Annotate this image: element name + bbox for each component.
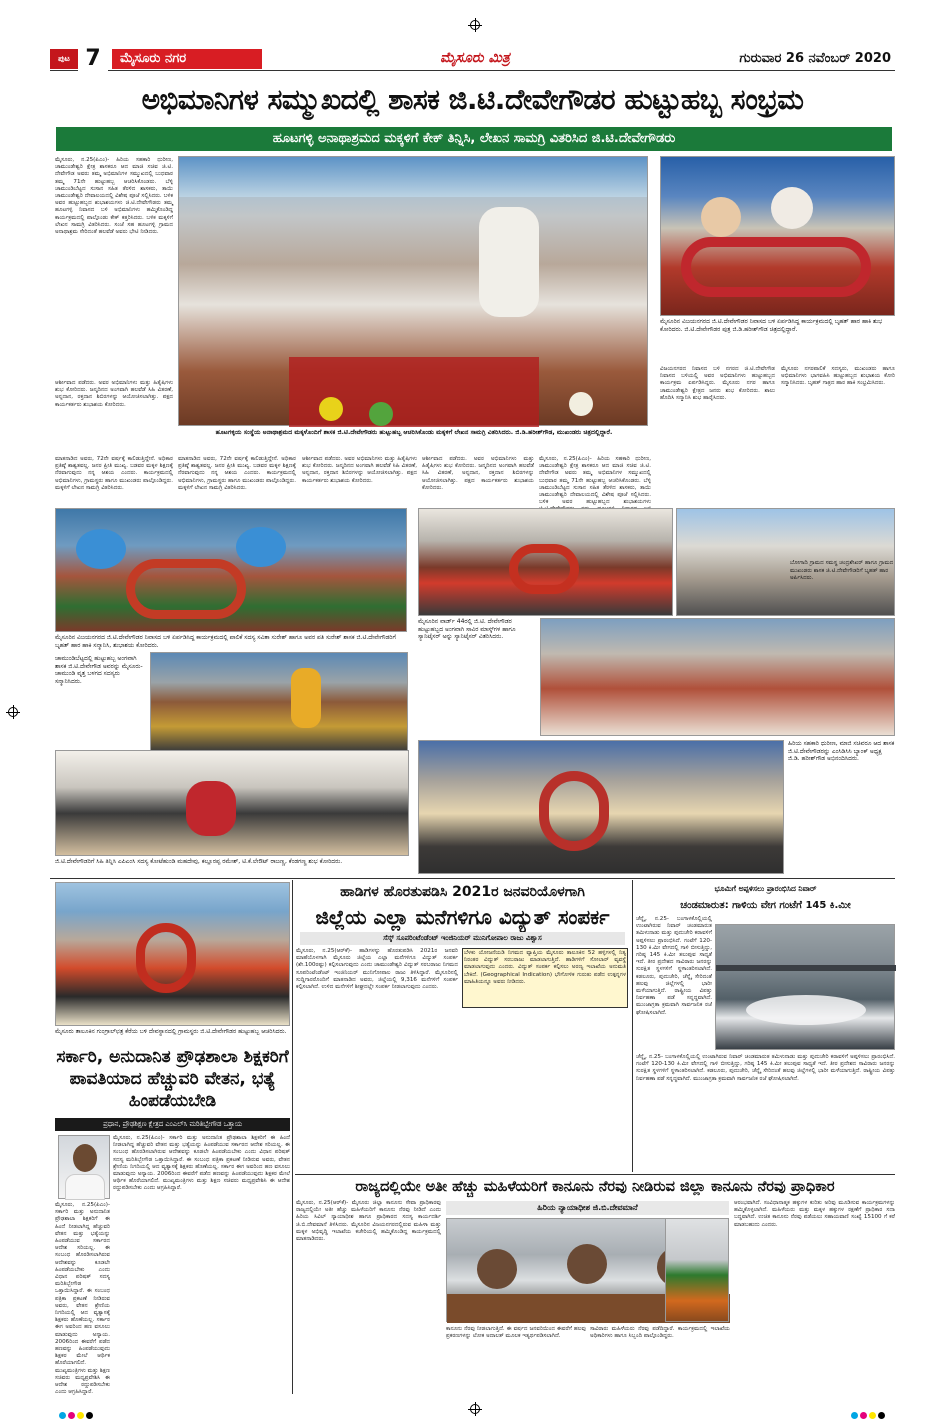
cyclone-body-left: ಚೆನ್ನೈ, ನ.25- ಬಂಗಾಳಕೊಲ್ಲಿಯಲ್ಲಿ ಉಂಟಾಗಿರುವ ನಿವಾರ್ ಚಂಡಮಾರುತ ತಮಿಳುನಾಡು ಮತ್ತು ಪುದುಚೇರಿ ಕರಾವಳಿಗೆ ಅಪ್ಪಳಿಸಲು ಪ್ರಾರಂಭಿಸಿದೆ. ಗಂಟೆಗೆ 120-130 ಕಿ.ಮೀ ವೇಗದಲ್ಲಿ ಗಾಳಿ ಬೀಸುತ್ತಿದ್ದು, ಗರಿಷ್ಠ 145 ಕಿ.ಮೀ ತಲುಪುವ ಸಾಧ್ಯತೆ ಇದೆ. ತೀರ ಪ್ರದೇಶದ ಸಾವಿರಾರು ಜನರನ್ನು ಸುರಕ್ಷಿತ ಸ್ಥಳಗಳಿಗೆ ಸ್ಥಳಾಂತರಿಸಲಾಗಿದೆ. ಕಡಲೂರು, ಪುದುಚೇರಿ, ಚೆನ್ನೈ ಸೇರಿದಂತೆ ಹಲವು ಜಿಲ್ಲೆಗಳಲ್ಲಿ ಭಾರೀ ಮಳೆಯಾಗುತ್ತಿದೆ. ರಾಷ್ಟ್ರೀಯ ವಿಪತ್ತು ನಿರ್ವಹಣಾ ಪಡೆ ಸನ್ನದ್ಧವಾಗಿದೆ. ಮುಂಜಾಗ್ರತಾ ಕ್ರಮವಾಗಿ ಸಾರ್ವಜನಿಕ ರಜೆ ಘೋಷಿಸಲಾಗಿದೆ. — [636, 916, 712, 1016]
power-body-col2: ಬೆಳಕು ಯೋಜನೆಯಡಿ ನಿಗಮದ ವ್ಯಾಪ್ತಿಯ ಮೈಸೂರು ತಾಲೂಕಿನ 52 ಹಳ್ಳಿಗಳಲ್ಲಿ ನಿತ್ಯ ನಿರಂತರ ವಿದ್ಯುತ್ ಸರಬರಾಜು ಮಾಡಲಾಗುತ್ತಿದೆ. ಹಾಡಿಗಳಿಗೆ ಸೋಲಾರ್ ವ್ಯವಸ್ಥೆ ಮಾಡಲಾಗುವುದು ಎಂದರು. ವಿದ್ಯುತ್ ಸಂಪರ್ಕ ಕಲ್ಪಿಸಲು ಅರಣ್ಯ ಇಲಾಖೆಯ ಅನುಮತಿ ಬೇಕಿದೆ. (Geographical Indication) ಭೌಗೋಳಿಕ ಗುರುತು ಪಡೆದ ಉತ್ಪನ್ನಗಳ ಮಾಹಿತಿಯನ್ನೂ ಅವರು ನೀಡಿದರು. — [464, 950, 626, 985]
cyclone-kicker: ಭೂಮಿಗೆ ಅಪ್ಪಳಿಸಲು ಪ್ರಾರಂಭಿಸಿದ ನಿವಾರ್ — [714, 884, 817, 893]
photo-hareesh-gowda — [418, 740, 784, 874]
lead-body-col4: ಆರ್ಶೀವಾದ ಪಡೆದರು. ಅವರ ಅಭಿಮಾನಿಗಳು ಮತ್ತು ಹಿತೈಷಿಗಳು ಶುಭ ಕೋರಿದರು. ಜನ್ಮದಿನದ ಅಂಗವಾಗಿ ಹಲವೆಡೆ ಸಿಹಿ ವಿತರಣೆ, ಅನ್ನದಾನ, ರಕ್ತದಾನ ಶಿಬಿರಗಳನ್ನು ಆಯೋಜಿಸಲಾಗಿತ್ತು. ಪಕ್ಷದ ಕಾರ್ಯಕರ್ತರು ಶುಭಾಶಯ ಕೋರಿದರು. — [302, 456, 417, 484]
registration-mark — [470, 1404, 480, 1414]
section-name: ಮೈಸೂರು ನಗರ — [112, 49, 262, 69]
gallery-caption-chamundi: ಚಾಮುಂಡಿಬೆಟ್ಟದಲ್ಲಿ ಹುಟ್ಟುಹಬ್ಬ ಅಂಗವಾಗಿ ಶಾಸಕ ಜಿ.ಟಿ.ದೇವೇಗೌಡ ಅವರನ್ನು ಮೈಸೂರು-ಚಾಮುಂಡಿ ವೃತ್ತ ಬಳಗದ ಸದಸ್ಯರು ಸನ್ಮಾನಿಸಿದರು. — [55, 655, 147, 747]
gallery-caption-ward44: ಮೈಸೂರಿನ ವಾರ್ಡ್ 44ರಲ್ಲಿ ಜಿ.ಟಿ. ದೇವೇಗೌಡರ ಹುಟ್ಟುಹಬ್ಬದ ಅಂಗವಾಗಿ ಸಾವಿರ ಮಾಸ್ಕ್‌ಗಳ ಹಾಗೂ ಸ್ಯಾನಿಟೈಸರ್ ಅನ್ನು ಸ್ಯಾನಿಟೈಸರ್ ವಿತರಿಸಿದರು. — [418, 618, 536, 736]
photo-ward44 — [418, 508, 673, 616]
photo-mask-distribution — [540, 618, 895, 736]
gungral-caption: ಮೈಸೂರು ತಾಲೂಕಿನ ಗುಂಗ್ರಾಲ್‌ಛತ್ರ ಕೆರೆಯ ಬಳಿ ದೇವಸ್ಥಾನದಲ್ಲಿ ಗ್ರಾಮಸ್ಥರು ಜಿ.ಟಿ.ದೇವೇಗೌಡರ ಹುಟ್ಟುಹಬ್ಬ ಆಚರಿಸಿದರು. — [55, 1028, 290, 1044]
power-headline-2: ಜಿಲ್ಲೆಯ ಎಲ್ಲಾ ಮನೆಗಳಿಗೂ ವಿದ್ಯುತ್ ಸಂಪರ್ಕ — [315, 905, 610, 929]
power-body-col1: ಮೈಸೂರು, ನ.25(ಆರ್‌ಕೆ)- ಹಾಡಿಗಳನ್ನು ಹೊರತುಪಡಿಸಿ 2021ರ ಜನವರಿ ಮಾಹೆಯೊಳಗಾಗಿ ಮೈಸೂರು ಜಿಲ್ಲೆಯ ಎಲ್ಲಾ ಮನೆಗಳಿಗೂ ವಿದ್ಯುತ್ ಸಂಪರ್ಕ (ಶೇ.100ರಷ್ಟು) ಕಲ್ಪಿಸಲಾಗುವುದು ಎಂದು ಚಾಮುಂಡೇಶ್ವರಿ ವಿದ್ಯುತ್ ಸರಬರಾಜು ನಿಗಮದ ಸೂಪರಿಂಟೆಂಡೆಂಟ್ ಇಂಜಿನಿಯರ್ ಮುನಿಗೋಪಾಲ ರಾಜು ತಿಳಿಸಿದ್ದಾರೆ. ಮೈಸೂರಿನಲ್ಲಿ ಸುದ್ದಿಗಾರರೊಂದಿಗೆ ಮಾತನಾಡಿದ ಅವರು, ಜಿಲ್ಲೆಯಲ್ಲಿ 9,316 ಮನೆಗಳಿಗೆ ಸಂಪರ್ಕ ಕಲ್ಪಿಸಲಾಗಿದೆ. ಉಳಿದ ಮನೆಗಳಿಗೆ ಶೀಘ್ರದಲ್ಲೇ ಸಂಪರ್ಕ ನೀಡಲಾಗುವುದು ಎಂದರು. — [296, 948, 458, 991]
cyclone-body: ಚೆನ್ನೈ, ನ.25- ಬಂಗಾಳಕೊಲ್ಲಿಯಲ್ಲಿ ಉಂಟಾಗಿರುವ ನಿವಾರ್ ಚಂಡಮಾರುತ ತಮಿಳುನಾಡು ಮತ್ತು ಪುದುಚೇರಿ ಕರಾವಳಿಗೆ ಅಪ್ಪಳಿಸಲು ಪ್ರಾರಂಭಿಸಿದೆ. ಗಂಟೆಗೆ 120-130 ಕಿ.ಮೀ ವೇಗದಲ್ಲಿ ಗಾಳಿ ಬೀಸುತ್ತಿದ್ದು, ಗರಿಷ್ಠ 145 ಕಿ.ಮೀ ತಲುಪುವ ಸಾಧ್ಯತೆ ಇದೆ. ತೀರ ಪ್ರದೇಶದ ಸಾವಿರಾರು ಜನರನ್ನು ಸುರಕ್ಷಿತ ಸ್ಥಳಗಳಿಗೆ ಸ್ಥಳಾಂತರಿಸಲಾಗಿದೆ. ಕಡಲೂರು, ಪುದುಚೇರಿ, ಚೆನ್ನೈ ಸೇರಿದಂತೆ ಹಲವು ಜಿಲ್ಲೆಗಳಲ್ಲಿ ಭಾರೀ ಮಳೆಯಾಗುತ್ತಿದೆ. ರಾಷ್ಟ್ರೀಯ ವಿಪತ್ತು ನಿರ್ವಹಣಾ ಪಡೆ ಸನ್ನದ್ಧವಾಗಿದೆ. ಮುಂಜಾಗ್ರತಾ ಕ್ರಮವಾಗಿ ಸಾರ್ವಜನಿಕ ರಜೆ ಘೋಷಿಸಲಾಗಿದೆ. — [636, 1054, 895, 1082]
lead-body-col6: ಮೈಸೂರು, ನ.25(ಪಿಎಂ)- ಹಿರಿಯ ಸಹಕಾರಿ ಧುರೀಣ, ಚಾಮುಂಡೇಶ್ವರಿ ಕ್ಷೇತ್ರ ಶಾಸಕರೂ ಆದ ಮಾಜಿ ಸಚಿವ ಜಿ.ಟಿ. ದೇವೇಗೌಡ ಅವರು ತಮ್ಮ ಅಭಿಮಾನಿಗಳ ಸಮ್ಮುಖದಲ್ಲಿ ಬುಧವಾರ ತಮ್ಮ 71ನೇ ಹುಟ್ಟುಹಬ್ಬ ಆಚರಿಸಿಕೊಂಡರು. ಬೆಳ್ಳಿ ಚಾಮುಂಡಿಬೆಟ್ಟದ ಸುಸಾನ ಸಹಿತ ತೆರಳಿದ ಶಾಸಕರು, ತಾಯಿ ಚಾಮುಂಡೇಶ್ವರಿ ದೇವಾಲಯದಲ್ಲಿ ವಿಶೇಷ ಪೂಜೆ ಸಲ್ಲಿಸಿದರು. ಬಳಿಕ ಅವರ ಹುಟ್ಟುಹಬ್ಬದ ಶುಭಾಶಯಗಳು — [539, 456, 651, 506]
masthead-logo: ಮೈಸೂರು ಮಿತ್ರ — [440, 50, 510, 66]
lead-subhead: ಹೂಟಗಳ್ಳಿ ಅನಾಥಾಶ್ರಮದ ಮಕ್ಕಳಿಗೆ ಕೇಕ್ ತಿನ್ನಿಸಿ, ಲೇಖನ ಸಾಮಗ್ರಿ ವಿತರಿಸಿದ ಜಿ.ಟಿ.ದೇವೇಗೌಡರು — [56, 127, 892, 151]
legal-body-right: ಆರಂಭವಾಗಿದೆ. ಸಂವಿಧಾನಾತ್ಮಕ ಹಕ್ಕುಗಳ ಕುರಿತು ಅರಿವು ಮೂಡಿಸುವ ಕಾರ್ಯಕ್ರಮಗಳನ್ನು ಹಮ್ಮಿಕೊಳ್ಳಲಾಗಿದೆ. ಮಹಿಳೆಯರು ಮತ್ತು ಮಕ್ಕಳ ಹಕ್ಕುಗಳ ರಕ್ಷಣೆಗೆ ಪ್ರಾಧಿಕಾರ ಸದಾ ಬದ್ಧವಾಗಿದೆ. ಉಚಿತ ಕಾನೂನು ನೆರವು ಪಡೆಯಲು ಸಹಾಯವಾಣಿ ಸಂಖ್ಯೆ 15100 ಗೆ ಕರೆ ಮಾಡಬಹುದು ಎಂದರು. — [734, 1200, 895, 1228]
page-date: ಗುರುವಾರ 26 ನವೆಂಬರ್ 2020 — [739, 51, 891, 66]
power-headline-1: ಹಾಡಿಗಳ ಹೊರತುಪಡಿಸಿ 2021ರ ಜನವರಿಯೊಳಗಾಗಿ — [340, 884, 585, 900]
legal-body-left: ಮೈಸೂರು, ನ.25(ಆರ್‌ಕೆ)- ಮೈಸೂರು ಜಿಲ್ಲಾ ಕಾನೂನು ಸೇವಾ ಪ್ರಾಧಿಕಾರವು ರಾಜ್ಯದಲ್ಲಿಯೇ ಅತೀ ಹೆಚ್ಚು ಮಹಿಳೆಯರಿಗೆ ಕಾನೂನು ನೆರವು ನೀಡಿದೆ ಎಂದು ಹಿರಿಯ ಸಿವಿಲ್ ನ್ಯಾಯಾಧೀಶ ಹಾಗೂ ಪ್ರಾಧಿಕಾರದ ಸದಸ್ಯ ಕಾರ್ಯದರ್ಶಿ ಜಿ.ಬಿ.ದೇವಮಾನೆ ತಿಳಿಸಿದರು. ಮೈಸೂರಿನ ವಿಜಯನಗರದಲ್ಲಿರುವ ಮಹಿಳಾ ಮತ್ತು ಮಕ್ಕಳ ಅಭಿವೃದ್ಧಿ ಇಲಾಖೆಯ ಕಚೇರಿಯಲ್ಲಿ ಹಮ್ಮಿಕೊಂಡಿದ್ದ ಕಾರ್ಯಕ್ರಮದಲ್ಲಿ ಮಾತನಾಡಿದರು. — [296, 1200, 441, 1243]
color-bar — [850, 1404, 910, 1414]
photo-orphanage-children — [178, 156, 648, 426]
photo-garland-felicitation — [660, 156, 895, 316]
photo-garland-savitha — [55, 508, 407, 632]
legal-body-mid2: ಸಾವಿರಾರು ಮಹಿಳೆಯರು ನೆರವು ಪಡೆದಿದ್ದಾರೆ. ಕಾರ್ಯಕ್ರಮದಲ್ಲಿ ಇಲಾಖೆಯ ಅಧಿಕಾರಿಗಳು ಹಾಗೂ ಸಿಬ್ಬಂದಿ ಪಾಲ್ಗೊಂಡಿದ್ದರು. — [590, 1326, 730, 1340]
lead-body-col1: ಮೈಸೂರು, ನ.25(ಪಿಎಂ)- ಹಿರಿಯ ಸಹಕಾರಿ ಧುರೀಣ, ಚಾಮುಂಡೇಶ್ವರಿ ಕ್ಷೇತ್ರ ಶಾಸಕರೂ ಆದ ಮಾಜಿ ಸಚಿವ ಜಿ.ಟಿ. ದೇವೇಗೌಡ ಅವರು ತಮ್ಮ ಅಭಿಮಾನಿಗಳ ಸಮ್ಮುಖದಲ್ಲಿ ಬುಧವಾರ ತಮ್ಮ 71ನೇ ಹುಟ್ಟುಹಬ್ಬ ಆಚರಿಸಿಕೊಂಡರು. ಬೆಳ್ಳಿ ಚಾಮುಂಡಿಬೆಟ್ಟದ ಸುಸಾನ ಸಹಿತ ತೆರಳಿದ ಶಾಸಕರು, ತಾಯಿ ಚಾಮುಂಡೇಶ್ವರಿ ದೇವಾಲಯದಲ್ಲಿ ವಿಶೇಷ ಪೂಜೆ ಸಲ್ಲಿಸಿದರು. ಬಳಿಕ ಅವರ ಹುಟ್ಟುಹಬ್ಬದ ಶುಭಾಶಯಗಳು ಜಿ.ಟಿ.ದೇವೇಗೌಡರು ತಮ್ಮ ಹೂಟಗಳ್ಳಿ ನಿವಾಸದ ಬಳಿ ಅಭಿಮಾನಿಗಳು ಹಮ್ಮಿಕೊಂಡಿದ್ದ ಕಾರ್ಯಕ್ರಮದಲ್ಲಿ ಪಾಲ್ಗೊಂಡು ಕೇಕ್ ಕತ್ತರಿಸಿದರು. ಬಳಿಕ ಮಕ್ಕಳಿಗೆ ಲೇಖನ ಸಾಮಗ್ರಿ ವಿತರಿಸಿದರು. ಸಂಜೆ ಸಹ ಹೂಟಗಳ್ಳಿ ಗ್ರಾಮದ ಅನಾಥಾಶ್ರಮ ಸೇರಿದಂತೆ ಹಲವೆಡೆ ಅವರು ಭೇಟಿ ನೀಡಿದರು. — [55, 157, 173, 236]
page-number: 7 — [78, 47, 108, 71]
photo-cyclone-waves — [715, 924, 895, 1050]
section-rule — [50, 878, 895, 879]
lead-right-text: ವಿಜಯನಗರದ ನಿವಾಸದ ಬಳಿ ನಗರದ ಜಿ.ಟಿ.ದೇವೇಗೌಡ ನಿವಾಸದ ಬಳಿಯಲ್ಲಿ ಅವರ ಅಭಿಮಾನಿಗಳು ಹುಟ್ಟುಹಬ್ಬದ ಕಾರ್ಯಕ್ರಮ ಏರ್ಪಡಿಸಿದ್ದರು. ಮೈಸೂರು ನಗರ ಹಾಗೂ ಚಾಮುಂಡೇಶ್ವರಿ ಕ್ಷೇತ್ರದ ಜನರು ಶುಭ ಕೋರಿದರು. ಶಾಲು ಹೊದಿಸಿ ಸನ್ಮಾನಿಸಿ ಶುಭ ಹಾರೈಸಿದರು. — [660, 366, 775, 401]
legal-headline: ರಾಜ್ಯದಲ್ಲಿಯೇ ಅತೀ ಹೆಚ್ಚು ಮಹಿಳೆಯರಿಗೆ ಕಾನೂನು ನೆರವು ನೀಡಿರುವ ಜಿಲ್ಲಾ ಕಾನೂನು ನೆರವು ಪ್ರಾಧಿಕಾರ — [295, 1174, 895, 1198]
lead-headline: ಅಭಿಮಾನಿಗಳ ಸಮ್ಮುಖದಲ್ಲಿ ಶಾಸಕ ಜಿ.ಟಿ.ದೇವೇಗೌಡರ ಹುಟ್ಟುಹಬ್ಬ ಸಂಭ್ರಮ — [141, 83, 804, 116]
photo2-caption: ಮೈಸೂರಿನ ವಿಜಯನಗರದ ಜಿ.ಟಿ.ದೇವೇಗೌಡರ ನಿವಾಸದ ಬಳಿ ಏರ್ಪಡಿಸಿದ್ದ ಕಾರ್ಯಕ್ರಮದಲ್ಲಿ ಬೃಹತ್ ಹಾರ ಹಾಕಿ ಶುಭ ಕೋರಿದರು. ಜಿ.ಟಿ.ದೇವೇಗೌಡರ ಪುತ್ರ ಜಿ.ಡಿ.ಹರೀಶ್‌ಗೌಡ ಚಿತ್ರದಲ್ಲಿದ್ದಾರೆ. — [660, 318, 895, 362]
lead-right-text2: ಮೈಸೂರು ನಗರಪಾಲಿಕೆ ಸದಸ್ಯರು, ಮುಖಂಡರು ಹಾಗೂ ಅಭಿಮಾನಿಗಳು ಭಾಗವಹಿಸಿ ಹುಟ್ಟುಹಬ್ಬದ ಶುಭಾಶಯ ಕೋರಿ ಸನ್ಮಾನಿಸಿದರು. ಬೃಹತ್ ಗಾತ್ರದ ಹಾರ ಹಾಕಿ ಸಂಭ್ರಮಿಸಿದರು. — [781, 366, 895, 387]
photo-chamundi-hill — [150, 652, 408, 752]
column-rule — [632, 880, 633, 1172]
column-rule — [292, 880, 293, 1394]
page-header — [50, 47, 895, 71]
photo-gungral-chatra — [55, 882, 290, 1026]
photo-marithibbegowda — [58, 1135, 110, 1199]
registration-mark — [8, 707, 18, 717]
registration-mark — [470, 20, 480, 30]
lead-body-col2: ಮಾತನಾಡಿದ ಅವರು, 72ನೇ ವರ್ಷಕ್ಕೆ ಕಾಲಿಡುತ್ತಿದ್ದೇನೆ. ಅಧಿಕಾರ ಪ್ರತಿಷ್ಠೆ ಶಾಶ್ವತವಲ್ಲ. ಜನರ ಪ್ರೀತಿ ಮುಖ್ಯ. ಬಡವರ ಮಕ್ಕಳ ಶಿಕ್ಷಣಕ್ಕೆ ನೆರವಾಗುವುದು ನನ್ನ ಆಶಯ ಎಂದರು. ಕಾರ್ಯಕ್ರಮದಲ್ಲಿ ಅಭಿಮಾನಿಗಳು, ಗ್ರಾಮಸ್ಥರು ಹಾಗೂ ಮುಖಂಡರು ಪಾಲ್ಗೊಂಡಿದ್ದರು. ಮಕ್ಕಳಿಗೆ ಲೇಖನ ಸಾಮಗ್ರಿ ವಿತರಿಸಿದರು. — [55, 456, 173, 491]
teachers-subhead: ಪ್ರಧಾನ, ಪ್ರೌಢಶಿಕ್ಷಣ ಕ್ಷೇತ್ರದ ಎಂಎಲ್‌ಸಿ ಮರಿತಿಬ್ಬೇಗೌಡ ಒತ್ತಾಯ — [55, 1118, 290, 1131]
photo1-caption: ಹೂಟಗಳ್ಳಿಯ ಸಂಸ್ಥೆಯ ಅನಾಥಾಶ್ರಮದ ಮಕ್ಕಳೊಂದಿಗೆ ಶಾಸಕ ಜಿ.ಟಿ.ದೇವೇಗೌಡರು ಹುಟ್ಟುಹಬ್ಬ ಆಚರಿಸಿಕೊಂಡು ಮಕ್ಕಳಿಗೆ ಲೇಖನ ಸಾಮಗ್ರಿ ವಿತರಿಸಿದರು. ಜಿ.ಡಿ.ಹರೀಶ್‌ಗೌಡ, ಮುಖಂಡರು ಚಿತ್ರದಲ್ಲಿದ್ದಾರೆ. — [180, 429, 648, 447]
page-label: ಪುಟ — [50, 49, 78, 69]
teachers-headline: ಸರ್ಕಾರಿ, ಅನುದಾನಿತ ಪ್ರೌಢಶಾಲಾ ಶಿಕ್ಷಕರಿಗೆ ಪಾವತಿಯಾದ ಹೆಚ್ಚುವರಿ ವೇತನ, ಭತ್ಯೆ ಹಿಂಪಡೆಯಬೇಡಿ — [56, 1047, 289, 1111]
legal-body-mid1: ಕಾನೂನು ನೆರವು ನೀಡಲಾಗುತ್ತಿದೆ. ಈ ವರ್ಷದ ಜನವರಿಯಿಂದ ಈವರೆಗೆ ಹಲವು ಪ್ರಕರಣಗಳನ್ನು ಲೋಕ ಅದಾಲತ್ ಮೂಲಕ ಇತ್ಯರ್ಥಪಡಿಸಲಾಗಿದೆ. — [446, 1326, 586, 1340]
photo-plant-pot — [665, 1218, 729, 1322]
lead-body-col1b: ಆರ್ಶೀವಾದ ಪಡೆದರು. ಅವರ ಅಭಿಮಾನಿಗಳು ಮತ್ತು ಹಿತೈಷಿಗಳು ಶುಭ ಕೋರಿದರು. ಜನ್ಮದಿನದ ಅಂಗವಾಗಿ ಹಲವೆಡೆ ಸಿಹಿ ವಿತರಣೆ, ಅನ್ನದಾನ, ರಕ್ತದಾನ ಶಿಬಿರಗಳನ್ನು ಆಯೋಜಿಸಲಾಗಿತ್ತು. ಪಕ್ಷದ ಕಾರ್ಯಕರ್ತರು ಶುಭಾಶಯ ಕೋರಿದರು. — [55, 380, 173, 408]
gallery-caption-savitha: ಮೈಸೂರಿನ ವಿಜಯನಗರದ ಜಿ.ಟಿ.ದೇವೇಗೌಡರ ನಿವಾಸದ ಬಳಿ ಏರ್ಪಡಿಸಿದ್ದ ಕಾರ್ಯಕ್ರಮದಲ್ಲಿ ಪಾಲಿಕೆ ಸದಸ್ಯ ಸವಿತಾ ಸುರೇಶ್ ಹಾಗೂ ಅವರ ಪತಿ ಸುರೇಶ್ ಶಾಸಕ ಜಿ.ಟಿ.ದೇವೇಗೌಡರಿಗೆ ಬೃಹತ್ ಹಾರ ಹಾಕಿ ಸನ್ಮಾನಿಸಿ, ಶುಭಾಶಯ ಕೋರಿದರು. — [55, 634, 407, 650]
teachers-body-lower: ಮೈಸೂರು, ನ.25(ಪಿಎಂ)- ಸರ್ಕಾರಿ ಮತ್ತು ಅನುದಾನಿತ ಪ್ರೌಢಶಾಲಾ ಶಿಕ್ಷಕರಿಗೆ ಈ ಹಿಂದೆ ನೀಡಲಾಗಿದ್ದ ಹೆಚ್ಚುವರಿ ವೇತನ ಮತ್ತು ಭತ್ಯೆಯನ್ನು ಹಿಂಪಡೆಯುವ ಸರ್ಕಾರದ ಆದೇಶ ಸರಿಯಲ್ಲ. ಈ ಸಂಬಂಧ ಹೊರಡಿಸಲಾಗಿರುವ ಆದೇಶವನ್ನು ಕೂಡಲೇ ಹಿಂಪಡೆಯಬೇಕು ಎಂದು ವಿಧಾನ ಪರಿಷತ್ ಸದಸ್ಯ ಮರಿತಿಬ್ಬೇಗೌಡ ಒತ್ತಾಯಿಸಿದ್ದಾರೆ. ಈ ಸಂಬಂಧ ಪತ್ರಿಕಾ ಪ್ರಕಟಣೆ ನೀಡಿರುವ ಅವರು, ವೇತನ ಶ್ರೇಣಿಯ ನಿಗದಿಯಲ್ಲಿ ಆದ ವ್ಯತ್ಯಾಸಕ್ಕೆ ಶಿಕ್ಷಕರು ಹೊಣೆಯಲ್ಲ. ಸರ್ಕಾರ ಈಗ ಅವರಿಂದ ಹಣ ವಸೂಲು ಮಾಡುವುದು ಅನ್ಯಾಯ. 2006ರಿಂದ ಈವರೆಗೆ ಪಡೆದ ಹಣವನ್ನು ಹಿಂಪಡೆಯುವುದು ಶಿಕ್ಷಕರ ಮೇಲೆ ಆರ್ಥಿಕ ಹೊರೆಯಾಗಲಿದೆ. ಮುಖ್ಯಮಂತ್ರಿಗಳು ಮತ್ತು ಶಿಕ್ಷಣ ಸಚಿವರು ಮಧ್ಯಪ್ರವೇಶಿಸಿ ಈ ಆದೇಶ ರದ್ದುಪಡಿಸಬೇಕು ಎಂದು ಆಗ್ರಹಿಸಿದ್ದಾರೆ. — [55, 1202, 110, 1396]
legal-subhead: ಹಿರಿಯ ನ್ಯಾಯಾಧೀಶ ಜಿ.ಬಿ.ದೇವಮಾನೆ — [446, 1201, 729, 1215]
gallery-caption-bogadi: ಬೋಗಾದಿ ಗ್ರಾಮದ ಸಮಸ್ಥ ಚಂದ್ರಶೇಖರ್ ಹಾಗೂ ಗ್ರಾಮದ ಮುಖಂಡರು ಶಾಸಕ ಜಿ.ಟಿ.ದೇವೇಗೌಡರಿಗೆ ಬೃಹತ್ ಹಾರ ಅರ್ಪಿಸಿದರು. — [790, 560, 894, 582]
cyclone-headline: ಚಂಡಮಾರುತ: ಗಾಳಿಯ ವೇಗ ಗಂಟೆಗೆ 145 ಕಿ.ಮೀ — [680, 900, 851, 911]
photo-apmc-members — [55, 750, 409, 856]
gallery-caption-hareesh: ಹಿರಿಯ ಸಹಕಾರಿ ಧುರೀಣ, ಮಾಜಿ ಸಚಿವರೂ ಆದ ಶಾಸಕ ಜಿ.ಟಿ.ದೇವೇಗೌಡರನ್ನು ಎಂಸಿಡಿಸಿಸಿ ಬ್ಯಾಂಕ್ ಅಧ್ಯಕ್ಷ ಜಿ.ಡಿ. ಹರೀಶ್‌ಗೌಡ ಅಭಿನಂದಿಸಿದರು. — [788, 740, 895, 874]
lead-body-col5: ಆರ್ಶೀವಾದ ಪಡೆದರು. ಅವರ ಅಭಿಮಾನಿಗಳು ಮತ್ತು ಹಿತೈಷಿಗಳು ಶುಭ ಕೋರಿದರು. ಜನ್ಮದಿನದ ಅಂಗವಾಗಿ ಹಲವೆಡೆ ಸಿಹಿ ವಿತರಣೆ, ಅನ್ನದಾನ, ರಕ್ತದಾನ ಶಿಬಿರಗಳನ್ನು ಆಯೋಜಿಸಲಾಗಿತ್ತು. ಪಕ್ಷದ ಕಾರ್ಯಕರ್ತರು ಶುಭಾಶಯ ಕೋರಿದರು. — [422, 456, 534, 491]
gallery-caption-apmc: ಜಿ.ಟಿ.ದೇವೇಗೌಡರಿಗೆ ಸಿಹಿ ತಿನ್ನಿಸಿ ಎಪಿಎಂಸಿ ಸದಸ್ಯ ಕೋಟೆಹುಂಡಿ ಮಹದೇವು, ಕಲ್ಲೂರಪ್ಪ ರಮೇಶ್, ಟಿ.ಕೆ.ಲೇಔಟ್ ರಾಜಣ್ಣ, ಕೆಂಡಗಣ್ಣ ಶುಭ ಕೋರಿದರು. — [55, 858, 409, 875]
power-subhead: ಸೆಸ್ಕ್ ಸೂಪರಿಂಟೆಂಡೆಂಟ್ ಇಂಜಿನಿಯರ್ ಮುನಿಗೋಪಾಲ ರಾಜು ವಿಶ್ವಾಸ — [300, 932, 625, 945]
teachers-body: ಮೈಸೂರು, ನ.25(ಪಿಎಂ)- ಸರ್ಕಾರಿ ಮತ್ತು ಅನುದಾನಿತ ಪ್ರೌಢಶಾಲಾ ಶಿಕ್ಷಕರಿಗೆ ಈ ಹಿಂದೆ ನೀಡಲಾಗಿದ್ದ ಹೆಚ್ಚುವರಿ ವೇತನ ಮತ್ತು ಭತ್ಯೆಯನ್ನು ಹಿಂಪಡೆಯುವ ಸರ್ಕಾರದ ಆದೇಶ ಸರಿಯಲ್ಲ. ಈ ಸಂಬಂಧ ಹೊರಡಿಸಲಾಗಿರುವ ಆದೇಶವನ್ನು ಕೂಡಲೇ ಹಿಂಪಡೆಯಬೇಕು ಎಂದು ವಿಧಾನ ಪರಿಷತ್ ಸದಸ್ಯ ಮರಿತಿಬ್ಬೇಗೌಡ ಒತ್ತಾಯಿಸಿದ್ದಾರೆ. ಈ ಸಂಬಂಧ ಪತ್ರಿಕಾ ಪ್ರಕಟಣೆ ನೀಡಿರುವ ಅವರು, ವೇತನ ಶ್ರೇಣಿಯ ನಿಗದಿಯಲ್ಲಿ ಆದ ವ್ಯತ್ಯಾಸಕ್ಕೆ ಶಿಕ್ಷಕರು ಹೊಣೆಯಲ್ಲ. ಸರ್ಕಾರ ಈಗ ಅವರಿಂದ ಹಣ ವಸೂಲು ಮಾಡುವುದು ಅನ್ಯಾಯ. 2006ರಿಂದ ಈವರೆಗೆ ಪಡೆದ ಹಣವನ್ನು ಹಿಂಪಡೆಯುವುದು ಶಿಕ್ಷಕರ ಮೇಲೆ ಆರ್ಥಿಕ ಹೊರೆಯಾಗಲಿದೆ. ಮುಖ್ಯಮಂತ್ರಿಗಳು ಮತ್ತು ಶಿಕ್ಷಣ ಸಚಿವರು ಮಧ್ಯಪ್ರವೇಶಿಸಿ ಈ ಆದೇಶ ರದ್ದುಪಡಿಸಬೇಕು ಎಂದು ಆಗ್ರಹಿಸಿದ್ದಾರೆ. — [113, 1135, 290, 1192]
color-bar — [58, 1404, 118, 1414]
lead-body-col3: ಮಾತನಾಡಿದ ಅವರು, 72ನೇ ವರ್ಷಕ್ಕೆ ಕಾಲಿಡುತ್ತಿದ್ದೇನೆ. ಅಧಿಕಾರ ಪ್ರತಿಷ್ಠೆ ಶಾಶ್ವತವಲ್ಲ. ಜನರ ಪ್ರೀತಿ ಮುಖ್ಯ. ಬಡವರ ಮಕ್ಕಳ ಶಿಕ್ಷಣಕ್ಕೆ ನೆರವಾಗುವುದು ನನ್ನ ಆಶಯ ಎಂದರು. ಕಾರ್ಯಕ್ರಮದಲ್ಲಿ ಅಭಿಮಾನಿಗಳು, ಗ್ರಾಮಸ್ಥರು ಹಾಗೂ ಮುಖಂಡರು ಪಾಲ್ಗೊಂಡಿದ್ದರು. ಮಕ್ಕಳಿಗೆ ಲೇಖನ ಸಾಮಗ್ರಿ ವಿತರಿಸಿದರು. — [178, 456, 296, 491]
